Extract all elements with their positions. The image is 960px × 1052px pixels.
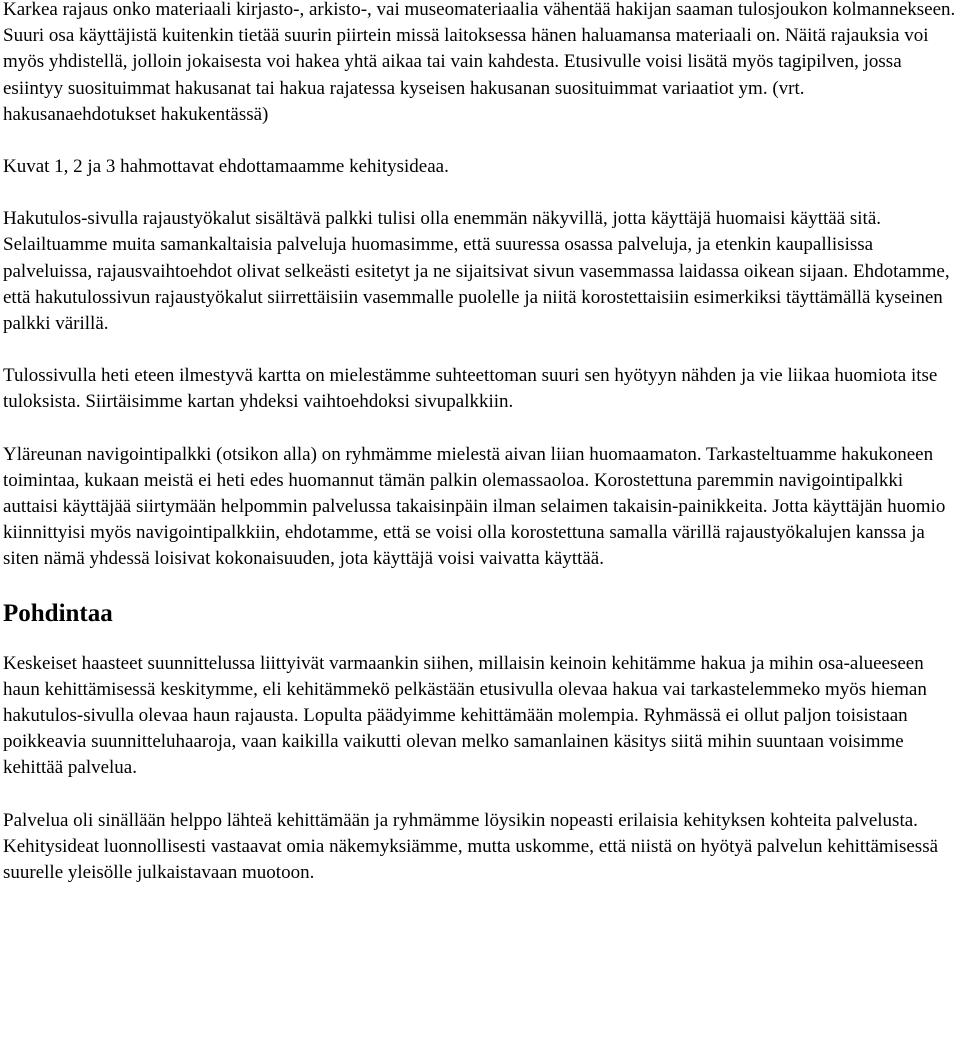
- paragraph-results-sidebar: Hakutulos-sivulla rajaustyökalut sisältävä palkki tulisi olla enemmän näkyvillä, jotta käyttäjä huomaisi käyttää sitä. Selailtuamme muita samankaltaisia palveluja huomasimme, että suuressa osassa palveluja, ja etenkin kaupallisissa palveluissa, rajausvaihtoehdot olivat selkeästi esitetyt ja ne sijaitsivat sivun vasemmassa laidassa oikean sijaan. Ehdotamme, että hakutulossivun rajaustyökalut siirrettäisiin vasemmalle puolelle ja niitä korostettaisiin esimerkiksi täyttämällä kyseinen palkki värillä.: [3, 208, 950, 335]
- document-page: [3, 0, 959, 912]
- section-heading: Pohdintaa: [3, 599, 113, 627]
- paragraph-navigation-bar: Yläreunan navigointipalkki (otsikon alla) on ryhmämme mielestä aivan liian huomaamaton. Tarkasteltuamme hakukoneen toimintaa, kukaan meistä ei heti edes huomannut tämän palkin olemassaoloa. Korostettuna paremmin navigointipalkki auttaisi käyttäjää siirtymään helpommin palvelussa takaisinpäin ilman selaimen takaisin-painikkeita. Jotta käyttäjän huomio kiinnittyisi myös navigointipalkkiin, ehdotamme, että se voisi olla korostettuna samalla värillä rajaustyökalujen kanssa ja siten nämä yhdessä loisivat kokonaisuuden, jota käyttäjä voisi vaivatta käyttää.: [3, 443, 946, 570]
- paragraph-conclusion: Palvelua oli sinällään helppo lähteä kehittämään ja ryhmämme löysikin nopeasti erilaisia kehityksen kohteita palvelusta. Kehitysideat luonnollisesti vastaavat omia näkemyksiämme, mutta uskomme, että niistä on hyötyä palvelun kehittämisessä suurelle yleisölle julkaistavaan muotoon.: [3, 809, 939, 884]
- paragraph-results-map: Tulossivulla heti eteen ilmestyvä kartta on mielestämme suhteettoman suuri sen hyötyyn nähden ja vie liikaa huomiota itse tuloksista. Siirtäisimme kartan yhdeksi vaihtoehdoksi sivupalkkiin.: [3, 365, 938, 413]
- paragraph-figures-reference: Kuvat 1, 2 ja 3 hahmottavat ehdottamaamme kehitysideaa.: [3, 156, 449, 178]
- paragraph-design-challenges: Keskeiset haasteet suunnittelussa liittyivät varmaankin siihen, millaisin keinoin kehitämme hakua ja mihin osa-alueeseen haun kehittämisessä keskitymme, eli kehitämmekö pelkästään etusivulla olevaa hakua vai tarkastelemmeko myös hieman hakutulos-sivulla olevaa haun rajausta. Lopulta päädyimme kehittämään molempia. Ryhmässä ei ollut paljon toisistaan poikkeavia suunnitteluhaaroja, vaan kaikilla vaikutti olevan melko samanlainen käsitys siitä mihin suuntaan voisimme kehittää palvelua.: [3, 652, 927, 779]
- paragraph-search-filtering: Karkea rajaus onko materiaali kirjasto-, arkisto-, vai museomateriaalia vähentää hakijan saaman tulosjoukon kolmannekseen. Suuri osa käyttäjistä kuitenkin tietää suurin piirtein missä laitoksessa hänen haluamansa materiaali on. Näitä rajauksia voi myös yhdistellä, jolloin jokaisesta voi hakea yhtä aikaa tai vain kahdesta. Etusivulle voisi lisätä myös tagipilven, jossa esiintyy suosituimmat hakusanat tai hakua rajatessa kyseisen hakusanan suosituimmat variaatiot ym. (vrt. hakusanaehdotukset hakukentässä): [3, 0, 956, 125]
